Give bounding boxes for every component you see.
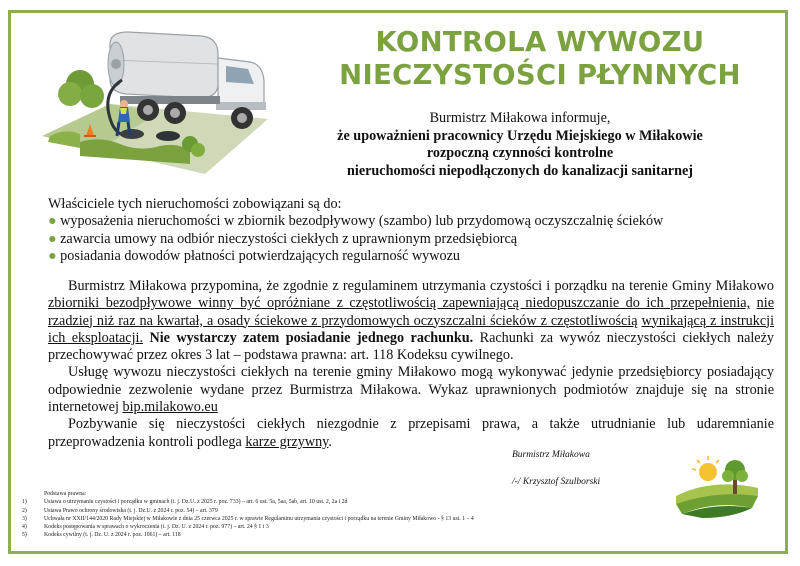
- septic-truck-illustration: [40, 24, 270, 174]
- bullet-icon: ●: [48, 230, 57, 247]
- duties-intro: Właściciele tych nieruchomości zobowiązani są do:: [48, 196, 342, 212]
- bold-note: Nie wystarczy zatem posiadanie jednego rachunku.: [143, 329, 474, 346]
- announcement-line-3: rozpoczną czynności kontrolne: [426, 145, 614, 161]
- bullet-icon: ●: [48, 247, 57, 264]
- penalty-underline: karze grzywny: [245, 433, 329, 450]
- signature: [512, 450, 600, 504]
- announcement-line-4: nieruchomości niepodłączonych do kanalizacji sanitarnej: [346, 162, 694, 179]
- legal-item: 2) Ustawa Prawo ochrony środowiska (t. j. Dz.U. z 2024 r. poz. 54) – art. 379: [22, 507, 218, 514]
- bullet-icon: ●: [48, 213, 57, 230]
- title-line-2: NIECZYSTOŚCI PŁYNNYCH: [339, 59, 741, 91]
- signature-role: Burmistrz Miłakowa: [512, 450, 590, 460]
- title-line-1: KONTROLA WYWOZU: [375, 26, 705, 58]
- underlined-requirement-2: nie rzadziej niż raz na kwartał, a osady ściekowe z przydomowych oczyszczalni ścieków z częstotliwością: [48, 295, 774, 329]
- paragraph-reminder: Burmistrz Miłakowa przypomina, że zgodnie z regulaminem utrzymania czystości i porządku na terenie Gminy Miłakowo zbiorniki bezodpływowe winny być opróżniane z częstotliwością zapewniającą niedopuszczanie do ich przepełnienia, nie rzadziej niż raz na kwartał, a osady ściekowe z przydomowych oczyszczalni ścieków z częstotliwością wynikającą z instrukcji ich eksploatacji. Nie wystarczy zatem posiadanie jednego rachunku. Rachunki za wywóz nieczystości ciekłych należy przechowywać przez okres 3 lat – podstawa prawna: art. 118 Kodeksu cywilnego.: [48, 278, 775, 364]
- legal-basis: [22, 490, 474, 540]
- legal-heading: Podstawa prawna:: [44, 491, 87, 497]
- owner-duties: [48, 196, 748, 265]
- legal-item: 4) Kodeks postępowania w sprawach o wykroczenia (t. j. Dz. U. z 2024 r. poz. 977) – art. 24 § 1 i 3: [22, 524, 269, 531]
- underlined-requirement-1: zbiorniki bezodpływowe winny być opróżniane z częstotliwością zapewniającą niedopuszczanie do ich przepełnienia,: [48, 295, 751, 312]
- signature-name: /-/ Krzysztof Szulborski: [512, 477, 601, 487]
- announcement-line-2: że upoważnieni pracownicy Urzędu Miejskiego w Miłakowie: [337, 127, 703, 144]
- underlined-requirement-3: wynikającą z instrukcji ich eksploatacji.: [48, 312, 775, 346]
- announcement-line-1: Burmistrz Miłakowa informuje,: [429, 110, 611, 126]
- legal-item: 1) Ustawa o utrzymaniu czystości i porządku w gminach (t. j. Dz.U. z 2025 r. poz. 733) – art. 6 ust. 5a, 5aa, 5ab, art. 10 ust. 2, 2a i 2d: [22, 499, 348, 506]
- list-item: ● zawarcia umowy na odbiór nieczystości ciekłych z uprawnionym przedsiębiorcą: [48, 230, 518, 247]
- body-text: [48, 278, 774, 451]
- list-item: ● posiadania dowodów płatności potwierdzających regularność wywozu: [48, 247, 461, 264]
- bip-link[interactable]: bip.milakowo.eu: [122, 399, 218, 416]
- paragraph-providers: Usługę wywozu nieczystości ciekłych na terenie gminy Miłakowo mogą wykonywać jedynie przedsiębiorcy posiadający odpowiednie zezwolenie wydane przez Burmistrza Miłakowa. Wykaz uprawnionych podmiotów znajduje się na stronie internetowej bip.milakowo.eu: [48, 364, 774, 416]
- tree-sun-hill-logo: [672, 456, 762, 518]
- legal-item: 5) Kodeks cywilny (t. j. Dz. U. z 2024 r. poz. 1061) – art. 118: [22, 532, 181, 539]
- announcement: [300, 110, 740, 180]
- paragraph-penalty: Pozbywanie się nieczystości ciekłych niezgodnie z przepisami prawa, a także utrudnianie lub udaremnianie przeprowadzenia kontroli podlega karze grzywny.: [48, 416, 774, 450]
- page-title: [290, 26, 790, 92]
- legal-item: 3) Uchwała nr XXII/144/2020 Rady Miejskiej w Miłakowie z dnia 25 czerwca 2025 r. w sprawie Regulaminu utrzymania czystości i porządku na terenie Gminy Miłakowo - § 13 ust. 1 – 4: [22, 515, 474, 522]
- list-item: ● wyposażenia nieruchomości w zbiornik bezodpływowy (szambo) lub przydomową oczyszczalnię ścieków: [48, 213, 664, 230]
